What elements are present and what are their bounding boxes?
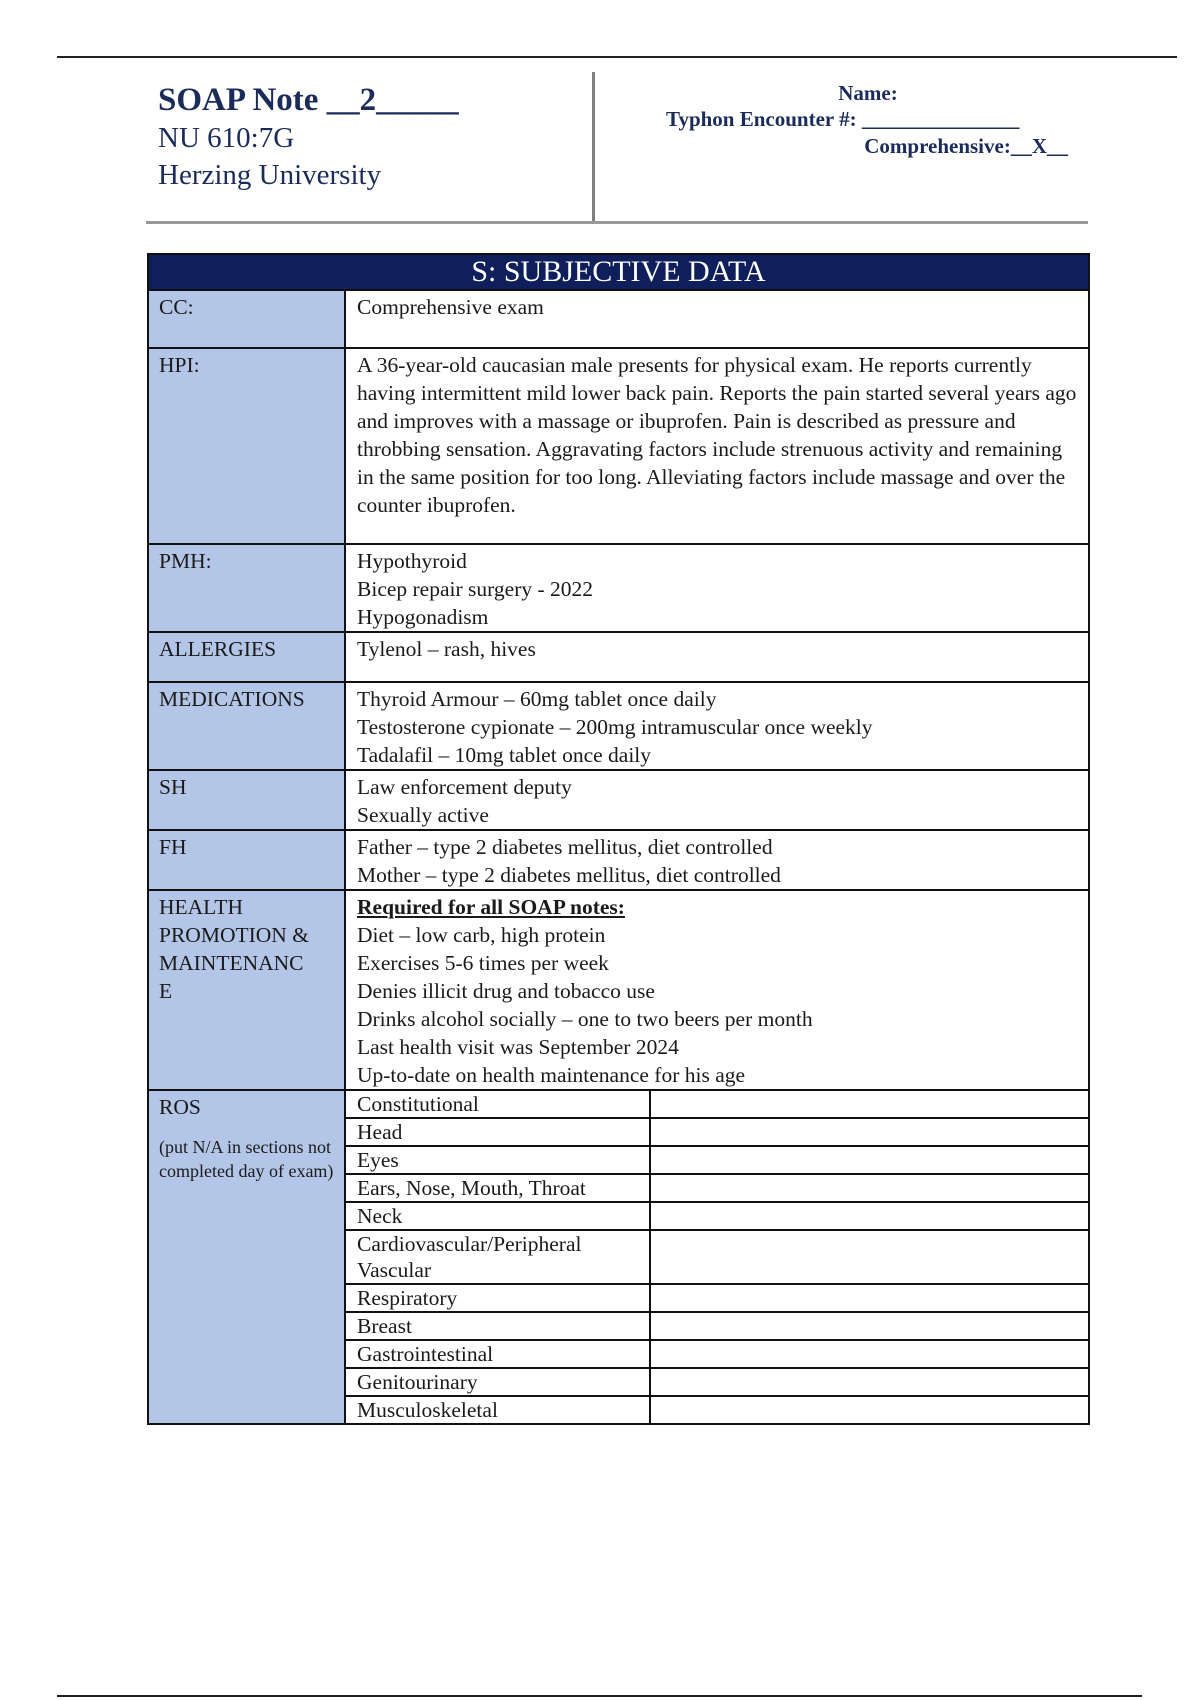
- course-code: NU 610:7G: [158, 122, 295, 154]
- ros-system-value[interactable]: [650, 1118, 1088, 1146]
- ros-system-name: Genitourinary: [346, 1368, 650, 1396]
- hpi-row: [148, 348, 1089, 544]
- allergy-line: Tylenol – rash, hives: [357, 637, 536, 661]
- medication-line: Testosterone cypionate – 200mg intramuscular once weekly: [357, 715, 873, 739]
- ros-system-value[interactable]: [650, 1340, 1088, 1368]
- sh-value[interactable]: [345, 770, 1089, 830]
- hpi-value[interactable]: A 36-year-old caucasian male presents for physical exam. He reports currently having intermittent mild lower back pain. Reports the pain started several years ago and improves with a massage or ibuprofen. Pain is described as pressure and throbbing sensation. Aggravating factors include strenuous activity and remaining in the same position for too long. Alleviating factors include massage and over the counter ibuprofen.: [345, 348, 1089, 544]
- fh-line: Father – type 2 diabetes mellitus, diet controlled: [357, 835, 773, 859]
- pmh-line: Hypothyroid: [357, 549, 467, 573]
- health-promotion-value[interactable]: [345, 890, 1089, 1090]
- ros-system-name: Musculoskeletal: [346, 1396, 650, 1423]
- ros-system-name: Gastrointestinal: [346, 1340, 650, 1368]
- sh-line: Law enforcement deputy: [357, 775, 572, 799]
- section-heading: S: SUBJECTIVE DATA: [148, 254, 1089, 290]
- cc-label: CC:: [148, 290, 345, 348]
- ros-system-value[interactable]: [650, 1284, 1088, 1312]
- cc-value[interactable]: Comprehensive exam: [345, 290, 1089, 348]
- sh-line: Sexually active: [357, 803, 489, 827]
- hpi-label: HPI:: [148, 348, 345, 544]
- pmh-row: [148, 544, 1089, 632]
- ros-system-value[interactable]: [650, 1230, 1088, 1284]
- ros-system-name: Breast: [346, 1312, 650, 1340]
- subjective-data-table: [147, 253, 1090, 1425]
- cc-row: [148, 290, 1089, 348]
- name-field[interactable]: Name:: [838, 81, 898, 105]
- fh-label: FH: [148, 830, 345, 890]
- ros-system-value[interactable]: [650, 1368, 1088, 1396]
- ros-system-row: [346, 1118, 1088, 1146]
- allergies-value[interactable]: [345, 632, 1089, 682]
- ros-system-value[interactable]: [650, 1146, 1088, 1174]
- ros-system-name: Respiratory: [346, 1284, 650, 1312]
- health-label-line: MAINTENANC: [159, 951, 304, 975]
- document-header: [146, 72, 1088, 224]
- bottom-rule: [57, 1695, 1142, 1697]
- medications-value[interactable]: [345, 682, 1089, 770]
- top-rule: [57, 56, 1177, 58]
- ros-system-value[interactable]: [650, 1202, 1088, 1230]
- ros-system-value[interactable]: [650, 1174, 1088, 1202]
- required-note: Required for all SOAP notes:: [357, 895, 625, 919]
- health-line: Diet – low carb, high protein: [357, 923, 606, 947]
- ros-system-name: Neck: [346, 1202, 650, 1230]
- medications-label: MEDICATIONS: [148, 682, 345, 770]
- health-line: Exercises 5-6 times per week: [357, 951, 609, 975]
- health-line: Denies illicit drug and tobacco use: [357, 979, 655, 1003]
- medication-line: Tadalafil – 10mg tablet once daily: [357, 743, 652, 767]
- health-label-line: E: [159, 979, 173, 1003]
- typhon-encounter-field[interactable]: Typhon Encounter #: _______________: [666, 107, 1020, 131]
- fh-row: [148, 830, 1089, 890]
- health-line: Up-to-date on health maintenance for his age: [357, 1063, 746, 1087]
- ros-label: ROS: [159, 1095, 201, 1119]
- medication-line: Thyroid Armour – 60mg tablet once daily: [357, 687, 717, 711]
- school-name: Herzing University: [158, 159, 382, 191]
- ros-system-row: [346, 1091, 1088, 1118]
- ros-system-name: Ears, Nose, Mouth, Throat: [346, 1174, 650, 1202]
- ros-system-name: Cardiovascular/Peripheral Vascular: [346, 1230, 650, 1284]
- health-promotion-label: [148, 890, 345, 1090]
- header-underline: [146, 221, 1088, 224]
- ros-systems-cell: [345, 1090, 1089, 1424]
- ros-note: (put N/A in sections not completed day of exam): [159, 1137, 334, 1181]
- header-left: [158, 80, 588, 194]
- note-title: SOAP Note __2_____: [158, 82, 459, 118]
- allergies-row: [148, 632, 1089, 682]
- ros-system-row: [346, 1368, 1088, 1396]
- header-right: [598, 80, 1078, 160]
- allergies-label: ALLERGIES: [148, 632, 345, 682]
- ros-system-row: [346, 1146, 1088, 1174]
- ros-system-value[interactable]: [650, 1312, 1088, 1340]
- ros-system-row: [346, 1396, 1088, 1423]
- header-divider: [592, 72, 595, 222]
- ros-system-row: [346, 1312, 1088, 1340]
- ros-system-row: [346, 1340, 1088, 1368]
- ros-label-cell: [148, 1090, 345, 1424]
- health-line: Last health visit was September 2024: [357, 1035, 679, 1059]
- ros-system-value[interactable]: [650, 1091, 1088, 1118]
- ros-system-row: [346, 1230, 1088, 1284]
- ros-system-row: [346, 1202, 1088, 1230]
- medications-row: [148, 682, 1089, 770]
- fh-line: Mother – type 2 diabetes mellitus, diet controlled: [357, 863, 781, 887]
- comprehensive-field[interactable]: Comprehensive:__X__: [864, 134, 1068, 158]
- pmh-value[interactable]: [345, 544, 1089, 632]
- pmh-line: Hypogonadism: [357, 605, 489, 629]
- ros-system-value[interactable]: [650, 1396, 1088, 1423]
- ros-systems-table: [346, 1091, 1088, 1423]
- fh-value[interactable]: [345, 830, 1089, 890]
- pmh-label: PMH:: [148, 544, 345, 632]
- sh-row: [148, 770, 1089, 830]
- health-label-line: HEALTH: [159, 895, 244, 919]
- ros-system-name: Head: [346, 1118, 650, 1146]
- ros-system-name: Constitutional: [346, 1091, 650, 1118]
- ros-system-row: [346, 1174, 1088, 1202]
- pmh-line: Bicep repair surgery - 2022: [357, 577, 594, 601]
- ros-system-row: [346, 1284, 1088, 1312]
- ros-row: [148, 1090, 1089, 1424]
- ros-system-name: Eyes: [346, 1146, 650, 1174]
- health-line: Drinks alcohol socially – one to two beers per month: [357, 1007, 813, 1031]
- sh-label: SH: [148, 770, 345, 830]
- health-label-line: PROMOTION &: [159, 923, 309, 947]
- health-promotion-row: [148, 890, 1089, 1090]
